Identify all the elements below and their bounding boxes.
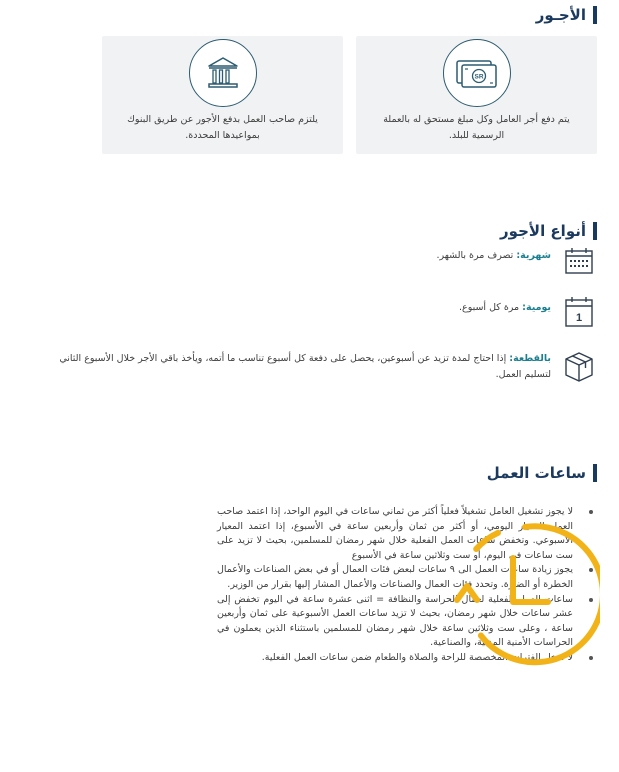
- monthly-calendar-icon: [561, 247, 597, 275]
- wage-type-piecework-desc: إذا احتاج لمدة تزيد عن أسبوعين، يحصل على دفعة كل أسبوع تناسب ما أتمه، ويأخذ باقي الأجر خلال الأسبوع الثاني لتسليم العمل.: [59, 353, 551, 380]
- package-box-icon: [561, 351, 597, 383]
- wage-type-monthly: [22, 247, 597, 275]
- heading-accent-bar: [593, 464, 597, 482]
- heading-accent-bar: [593, 222, 597, 240]
- wage-types-title: أنواع الأجور: [500, 222, 586, 240]
- currency-label: SR: [473, 73, 484, 81]
- wages-title: الأجـور: [535, 6, 586, 24]
- working-hours-item-text: لا يجوز تشغيل العامل تشغيلاً فعلياً أكثر من ثماني ساعات في اليوم الواحد، إذا اعتمد صاحب العمل المعيار اليومي، أو أكثر من ثمان وأربعين ساعة في الأسبوع، إذا اعتمد المعيار الأسبوعي. وتخفض ساعات العمل الفعلية خلال شهر رمضان للمسلمين، بحيث لا تزيد على ست ساعات في اليوم، أو ست وثلاثين ساعة في الأسبوع: [217, 506, 573, 561]
- wage-card-currency: [356, 36, 597, 154]
- bullet: [589, 510, 593, 514]
- wage-type-piecework-name: بالقطعة:: [509, 353, 551, 364]
- wage-type-piecework-text: [31, 351, 551, 383]
- bank-icon: [189, 39, 257, 107]
- wage-type-monthly-text: [436, 247, 551, 264]
- working-hours-item-text: لا تدخل الفترات المخصصة للراحة والصلاة والطعام ضمن ساعات العمل الفعلية.: [261, 651, 573, 663]
- wage-type-daily-text: [459, 296, 551, 316]
- wage-type-daily-name: يومية:: [522, 302, 551, 313]
- wage-type-piecework: [22, 351, 597, 383]
- wage-type-daily-desc: مرة كل أسبوع.: [459, 302, 523, 313]
- wage-type-monthly-desc: تصرف مرة بالشهر.: [436, 250, 517, 261]
- wage-types-heading: [500, 222, 597, 240]
- daily-calendar-icon: [561, 296, 597, 328]
- wage-card-bank: [102, 36, 343, 154]
- wages-heading: [536, 6, 597, 24]
- wage-card-currency-text: يتم دفع أجر العامل وكل مبلغ مستحق له بالعملة الرسمية للبلد.: [383, 114, 570, 141]
- money-bill-icon: [443, 39, 511, 107]
- wage-card-bank-text: يلتزم صاحب العمل بدفع الأجور عن طريق البنوك بمواعيدها المحددة.: [127, 114, 318, 141]
- clock-icon: [450, 520, 600, 670]
- daily-calendar-number: 1: [575, 312, 583, 324]
- working-hours-heading: [487, 464, 597, 482]
- working-hours-item-text: ساعات العمل الفعلية لعمال الحراسة والنظافة = اثنى عشرة ساعة في اليوم تخفض إلى عشر ساعات خلال شهر رمضان، بحيث لا تزيد ساعات العمل الأسبوعية على ثمان وأربعين ساعة ، وعلى ست وثلاثين ساعة خلال شهر رمضان للمسلمين باستثناء الذين يعملون في الحراسات الأمنية المدنية، والصناعية.: [217, 593, 573, 649]
- wage-type-monthly-name: شهرية:: [516, 250, 551, 261]
- working-hours-item-text: يجوز زيادة ساعات العمل الى ٩ ساعات لبعض فئات العمال أو في بعض الصناعات والأعمال الخطرة أو الضارة. وتحدد فئات العمال والصناعات والأعمال المشار إليها بقرار من الوزير.: [217, 564, 573, 590]
- wage-type-daily: [22, 296, 597, 328]
- working-hours-title: ساعات العمل: [486, 464, 586, 482]
- heading-accent-bar: [593, 6, 597, 24]
